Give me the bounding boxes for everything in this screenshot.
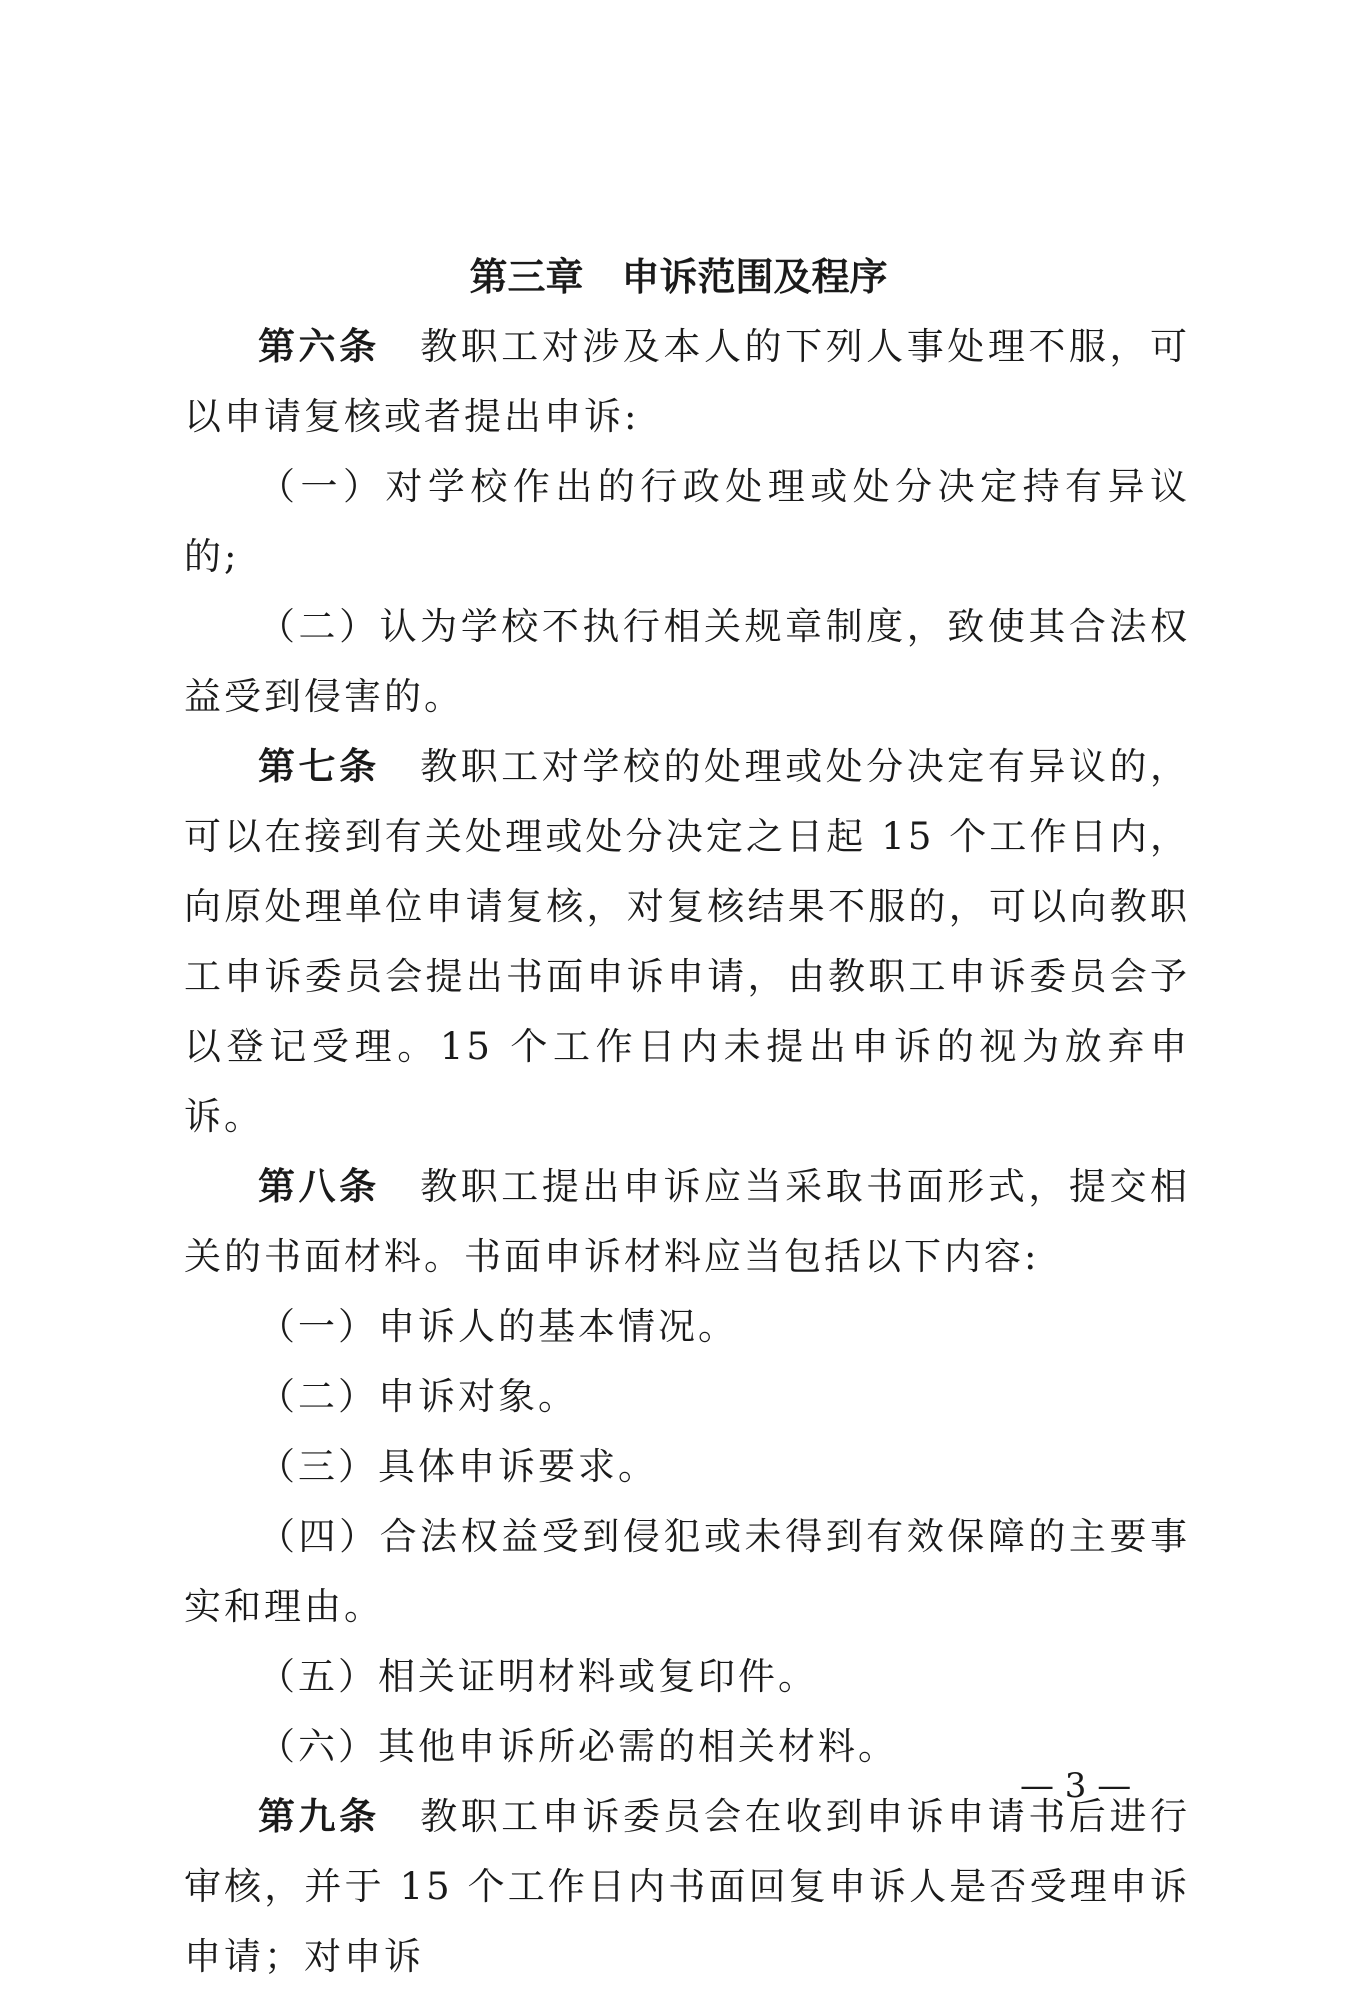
document-body [184, 312, 1190, 1992]
article-paragraph [184, 732, 1190, 1152]
page-number: — 3 — [1020, 1766, 1132, 1806]
list-item: （五）相关证明材料或复印件。 [258, 1655, 818, 1698]
article-text: 教职工提出申诉应当采取书面形式，提交相关的书面材料。书面申诉材料应当包括以下内容: [184, 1165, 1191, 1278]
list-item: （四）合法权益受到侵犯或未得到有效保障的主要事实和理由。 [184, 1515, 1190, 1628]
article-paragraph [184, 1782, 1190, 1992]
list-item: （六）其他申诉所必需的相关材料。 [258, 1725, 898, 1768]
list-item: （二）认为学校不执行相关规章制度，致使其合法权益受到侵害的。 [184, 605, 1190, 718]
article-number: 第七条 [258, 745, 380, 788]
article-text: 教职工对涉及本人的下列人事处理不服，可以申请复核或者提出申诉: [184, 325, 1191, 438]
article-paragraph [184, 312, 1190, 452]
article-paragraph [184, 1152, 1190, 1292]
list-item: （一）对学校作出的行政处理或处分决定持有异议的; [184, 465, 1190, 578]
article-text: 教职工申诉委员会在收到申诉申请书后进行审核，并于 15 个工作日内书面回复申诉人是否受理申诉申请；对申诉 [184, 1795, 1191, 1978]
list-item: （三）具体申诉要求。 [258, 1445, 658, 1488]
article-number: 第九条 [258, 1795, 380, 1838]
list-item: （一）申诉人的基本情况。 [258, 1305, 738, 1348]
list-item: （二）申诉对象。 [258, 1375, 578, 1418]
article-number: 第六条 [258, 325, 380, 368]
article-text: 教职工对学校的处理或处分决定有异议的，可以在接到有关处理或处分决定之日起 15 个工作日内，向原处理单位申请复核，对复核结果不服的，可以向教职工申诉委员会提出书面申诉申请，由教职工申诉委员会予以登记受理。15 个工作日内未提出申诉的视为放弃申诉。 [184, 745, 1191, 1138]
chapter-title: 第三章 申诉范围及程序 [469, 255, 888, 299]
article-number: 第八条 [258, 1165, 380, 1208]
